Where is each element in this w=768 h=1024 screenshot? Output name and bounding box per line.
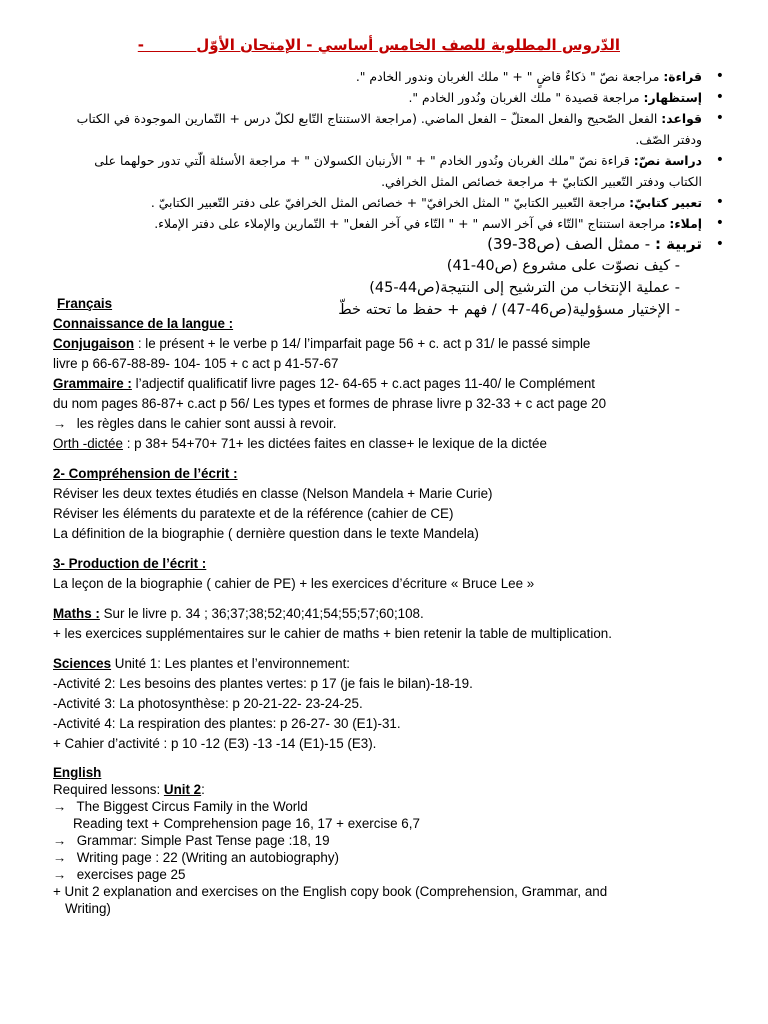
arabic-title-text: الدّروس المطلوبة للصف الخامس أساسي - الإمتحان الأوّل (196, 36, 620, 54)
item-text: قراءة نصّ "ملك الغربان ونُدور الخادم " + " الأرنبان الكسولان " + مراجعة الأسئلة الّتي تدور حولهما على الكتاب ودفتر التّعبير الكتابيّ + مراجعة خصائص المثل الخرافي. (94, 153, 702, 189)
english-item-text: Grammar: Simple Past Tense page :18, 19 (73, 833, 330, 848)
arabic-item-recitation (64, 87, 724, 108)
maths-label: Maths : (53, 606, 100, 621)
grammaire-text: l’adjectif qualificatif livre pages 12- 64-65 + c.act pages 11-40/ le Complément (131, 376, 596, 391)
unit-colon: : (201, 782, 205, 797)
maths-text: Sur le livre p. 34 ; 36;37;38;52;40;41;54;55;57;60;108. (99, 606, 424, 621)
english-item-text: Writing page : 22 (Writing an autobiography) (73, 850, 339, 865)
maths-line (53, 604, 743, 624)
regles-line (53, 414, 743, 434)
english-item-text: exercises page 25 (73, 867, 186, 882)
civics-subitem: - الإختيار مسؤولية(ص46-47) / فهم + حفظ ما تحته خطّ (338, 302, 680, 318)
required-text: Required lessons: (53, 782, 164, 797)
item-text: - ممثل الصف (ص38-39) (487, 235, 655, 253)
sciences-text: Unité 1: Les plantes et l’environnement: (111, 656, 351, 671)
arabic-item-text-study (64, 150, 724, 192)
arabic-item-writing (64, 192, 724, 213)
item-label: تعبير كتابيّ: (629, 195, 702, 210)
grammaire-label: Grammaire : (53, 376, 132, 391)
regles-text: les règles dans le cahier sont aussi à revoir. (73, 416, 337, 431)
item-text: مراجعة قصيدة " ملك الغربان ونُدور الخادم ". (408, 90, 644, 105)
sciences-activity: + Cahier d’activité : p 10 -12 (E3) -13 -14 (E1)-15 (E3). (53, 736, 377, 751)
arabic-title-tail: - (137, 36, 145, 54)
comprehension-line: Réviser les deux textes étudiés en classe (Nelson Mandela + Marie Curie) (53, 486, 493, 501)
grammaire-line-2: du nom pages 86-87+ c.act p 56/ Les types et formes de phrase livre p 32-33 + c act page 20 (53, 396, 607, 411)
comprehension-line: Réviser les éléments du paratexte et de la référence (cahier de CE) (53, 506, 454, 521)
item-label: إستظهار: (643, 90, 702, 105)
english-item (53, 832, 743, 849)
orth-label: Orth -dictée (53, 436, 123, 451)
sciences-activity: -Activité 3: La photosynthèse: p 20-21-22- 23-24-25. (53, 696, 363, 711)
english-last-line: + Unit 2 explanation and exercises on the English copy book (Comprehension, Grammar, and (53, 884, 608, 899)
comprehension-line: La définition de la biographie ( dernière question dans le texte Mandela) (53, 526, 479, 541)
conjugaison-text: : le présent + le verbe p 14/ l’imparfait page 56 + c. act p 31/ le passé simple (134, 336, 591, 351)
arrow-icon: → (53, 850, 67, 865)
maths-line-2: + les exercices supplémentaires sur le cahier de maths + bien retenir la table de multiplication. (53, 626, 612, 641)
grammaire-line (53, 374, 743, 394)
english-item (53, 849, 743, 866)
sciences-activity: -Activité 4: La respiration des plantes: p 26-27- 30 (E1)-31. (53, 716, 401, 731)
item-label: تربية : (654, 235, 702, 253)
arrow-icon: → (53, 833, 67, 848)
arrow-icon: → (53, 799, 67, 814)
english-item-text: The Biggest Circus Family in the World (73, 799, 308, 814)
latin-sections (53, 294, 743, 917)
orth-text: : p 38+ 54+70+ 71+ les dictées faites en classe+ le lexique de la dictée (122, 436, 547, 451)
conjugaison-label: Conjugaison (53, 336, 135, 351)
arrow-icon: → (53, 867, 67, 882)
sciences-line (53, 654, 743, 674)
item-text: مراجعة نصّ " ذكاءٌ قاضٍ " + " ملك الغربان وندور الخادم ". (355, 69, 664, 84)
sciences-label: Sciences (53, 656, 112, 671)
conjugaison-line (53, 334, 743, 354)
item-text: الفعل الصّحيح والفعل المعتلّ – الفعل الماضي. (مراجعة الاستنتاج التّابع لكلّ درس + التّمارين الموجودة في الكتاب ودفتر الصّف. (76, 111, 702, 147)
comprehension-heading: 2- Compréhension de l’écrit : (53, 466, 238, 481)
english-item (53, 798, 743, 815)
arabic-item-reading (64, 66, 724, 87)
production-line: La leçon de la biographie ( cahier de PE) + les exercices d’écriture « Bruce Lee » (53, 576, 535, 591)
arrow-icon: → (53, 416, 67, 431)
production-heading: 3- Production de l’écrit : (53, 556, 207, 571)
french-heading: Français (57, 296, 113, 311)
english-last-line-2: Writing) (65, 901, 111, 916)
sciences-activity: -Activité 2: Les besoins des plantes vertes: p 17 (je fais le bilan)-18-19. (53, 676, 473, 691)
arabic-lessons-list (64, 66, 724, 321)
arabic-item-dictation (64, 213, 724, 234)
item-text: مراجعة التّعبير الكتابيّ " المثل الخرافيّ" + خصائص المثل الخرافيّ على دفتر التّعبير الكتابيّ . (150, 195, 630, 210)
arabic-item-grammar (64, 108, 724, 150)
item-label: قواعد: (661, 111, 702, 126)
item-text: مراجعة استنتاج "التّاء في آخر الاسم " + " التّاء في آخر الفعل" + التّمارين والإملاء على دفتر الإملاء. (154, 216, 670, 231)
item-label: قراءة: (663, 69, 702, 84)
english-item (53, 866, 743, 883)
required-line (53, 781, 743, 798)
item-label: دراسة نصّ: (633, 153, 702, 168)
orth-line (53, 434, 743, 454)
langue-heading: Connaissance de la langue : (53, 316, 234, 331)
item-label: إملاء: (669, 216, 702, 231)
arabic-title (137, 36, 620, 54)
unit-label: Unit 2 (163, 782, 202, 797)
english-item: Reading text + Comprehension page 16, 17 + exercise 6,7 (73, 816, 420, 831)
civics-subitem: - كيف نصوّت على مشروع (ص40-41) (446, 258, 680, 274)
english-heading: English (53, 765, 102, 780)
civics-subitem: - عملية الإنتخاب من الترشيح إلى النتيجة(ص44-45) (369, 280, 680, 296)
conjugaison-line-2: livre p 66-67-88-89- 104- 105 + c act p 41-57-67 (53, 356, 339, 371)
